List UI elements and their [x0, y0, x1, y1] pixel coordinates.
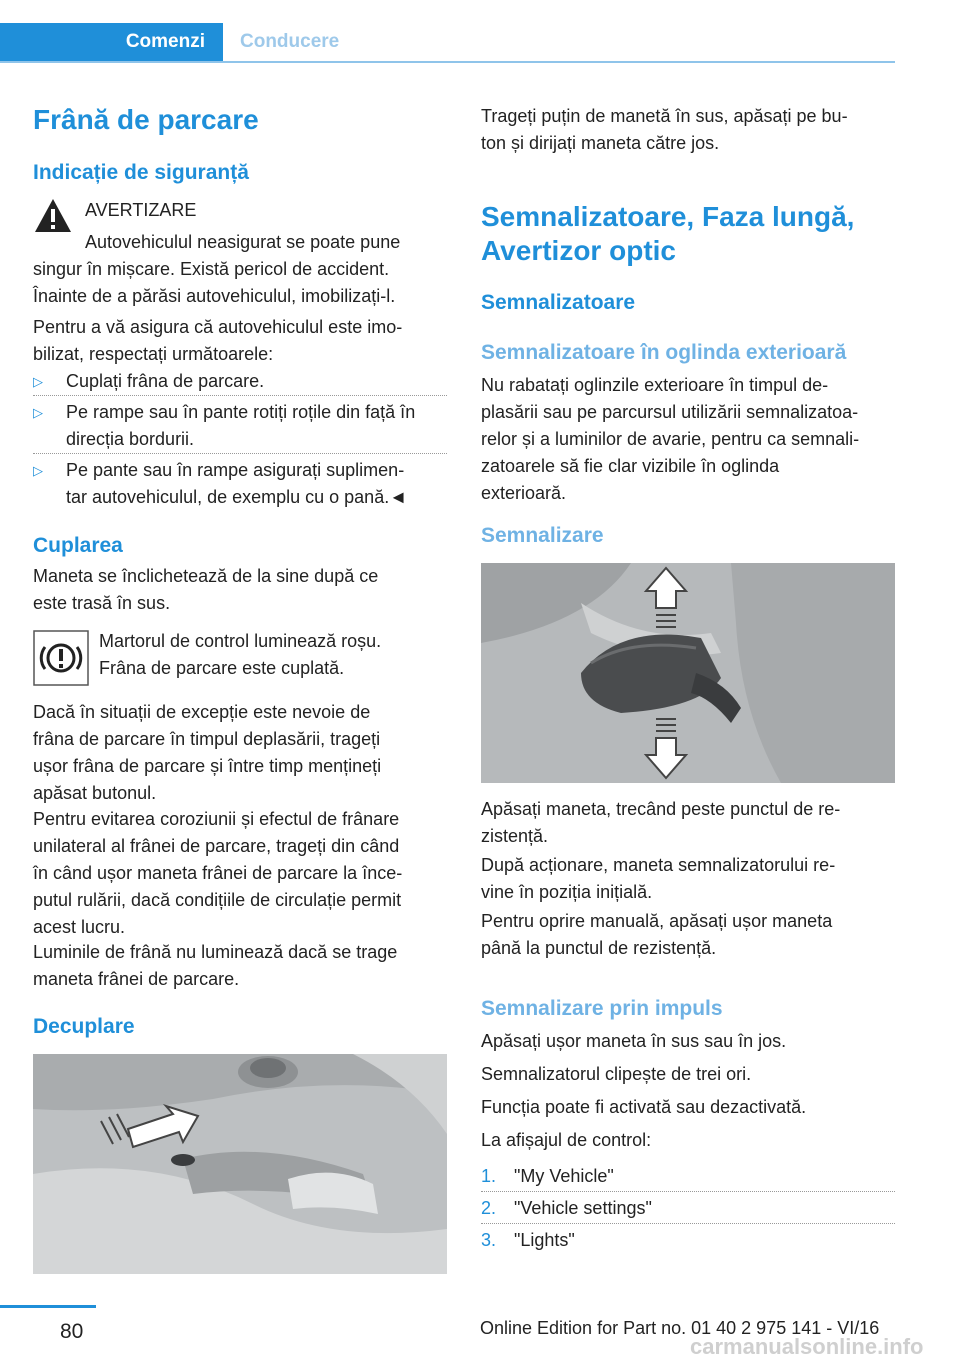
paragraph-3: Luminile de frână nu luminează dacă se trage maneta frânei de parcare.	[33, 942, 398, 989]
list-item: ▷ Pe pante sau în rampe asigurați suplimen- tar autovehiculul, de exemplu cu o pană.◄	[33, 457, 447, 513]
decuplare-heading: Decuplare	[33, 1015, 135, 1038]
section-title-2: Semnalizatoare, Faza lungă,	[481, 201, 855, 232]
footer-accent	[0, 1305, 96, 1308]
cuplare-text-1: Maneta se înclichetează de la sine după ce	[33, 566, 379, 586]
turn-signal-lever-photo	[481, 563, 895, 783]
tab-divider	[0, 61, 895, 63]
parking-brake-photo	[33, 1054, 447, 1274]
list-item: 1. "My Vehicle"	[481, 1166, 614, 1186]
impulse-text-3: Funcția poate fi activată sau dezactivată.	[481, 1097, 807, 1117]
cuplare-heading: Cuplarea	[33, 534, 123, 557]
divider	[481, 1191, 895, 1193]
release-text-2: ton și dirijați maneta către jos.	[481, 133, 720, 153]
impulse-text-1: Apăsați ușor maneta în sus sau în jos.	[481, 1031, 787, 1051]
indicator-text-2: Frâna de parcare este cuplată.	[99, 658, 345, 678]
intro-text-1: Pentru a vă asigura că autovehiculul este imo-	[33, 317, 403, 337]
divider	[33, 395, 447, 397]
bullet-marker-icon: ▷	[33, 374, 43, 389]
tab-comenzi-label: Comenzi	[125, 31, 205, 52]
tab-comenzi[interactable]	[0, 23, 223, 61]
section-title-2b: Avertizor optic	[481, 235, 676, 266]
signal-paragraph-2: După acționare, maneta semnalizatorului re- vine în poziția inițială.	[481, 855, 836, 902]
warning-text-2: singur în mișcare. Există pericol de accident.	[33, 259, 390, 279]
warning-label: AVERTIZARE	[85, 200, 197, 220]
signal-paragraph-1: Apăsați maneta, trecând peste punctul de re- zistență.	[481, 799, 841, 846]
edition-text: Online Edition for Part no. 01 40 2 975 141 - VI/16	[480, 1318, 880, 1338]
intro-text-2: bilizat, respectați următoarele:	[33, 344, 274, 364]
signaling-heading: Semnalizare	[481, 524, 604, 547]
list-item: ▷ Cuplați frâna de parcare.	[33, 368, 447, 398]
list-item: 3. "Lights"	[481, 1230, 575, 1250]
list-item: 2. "Vehicle settings"	[481, 1198, 652, 1218]
parking-brake-warning-icon	[33, 630, 89, 686]
paragraph-2: Pentru evitarea coroziunii și efectul de frânare unilateral al frânei de parcare, trageți din când în când ușor maneta frânei de parcare la înce- putul rulării, dacă condițiile de circulație permit acest lucru.	[33, 809, 403, 937]
release-text-1: Trageți puțin de manetă în sus, apăsați pe bu-	[481, 106, 848, 126]
safety-heading: Indicație de siguranță	[33, 161, 249, 184]
warning-triangle-icon	[33, 196, 73, 236]
paragraph-1: Dacă în situații de excepție este nevoie de frâna de parcare în timpul deplasării, trageți ușor frâna de parcare și între timp mențineți apăsat butonul.	[33, 702, 382, 803]
chapter-tabs	[0, 0, 960, 64]
warning-text-1: Autovehiculul neasigurat se poate pune	[85, 232, 401, 252]
divider	[481, 1223, 895, 1225]
watermark: carmanualsonline.info	[690, 1334, 924, 1359]
signal-paragraph-3: Pentru oprire manuală, apăsați ușor maneta până la punctul de rezistență.	[481, 911, 833, 958]
bullet-marker-icon: ▷	[33, 405, 43, 420]
impulse-text-4: La afișajul de control:	[481, 1130, 652, 1150]
warning-text-3: Înainte de a părăsi autovehiculul, imobilizați-l.	[33, 286, 396, 306]
mirror-paragraph: Nu rabatați oglinzile exterioare în timpul de- plasării sau pe parcursul utilizării semnalizatoa- relor și a luminilor de avarie, pentru ca semnali- zatoarele să fie clar vizibile în oglinda exterioară.	[481, 375, 860, 503]
indicator-text-1: Martorul de control luminează roșu.	[99, 631, 382, 651]
impulse-heading: Semnalizare prin impuls	[481, 997, 723, 1020]
cuplare-text-2: este trasă în sus.	[33, 593, 171, 613]
divider	[33, 453, 447, 455]
mirror-signals-heading: Semnalizatoare în oglinda exterioară	[481, 341, 847, 364]
section-title: Frână de parcare	[33, 104, 259, 135]
tab-conducere[interactable]: Conducere	[240, 31, 340, 52]
turn-signals-heading: Semnalizatoare	[481, 291, 636, 314]
page-number: 80	[60, 1320, 84, 1343]
list-item: ▷ Pe rampe sau în pante rotiți roțile din față în direcția bordurii.	[33, 399, 447, 455]
impulse-text-2: Semnalizatorul clipește de trei ori.	[481, 1064, 752, 1084]
bullet-marker-icon: ▷	[33, 463, 43, 478]
